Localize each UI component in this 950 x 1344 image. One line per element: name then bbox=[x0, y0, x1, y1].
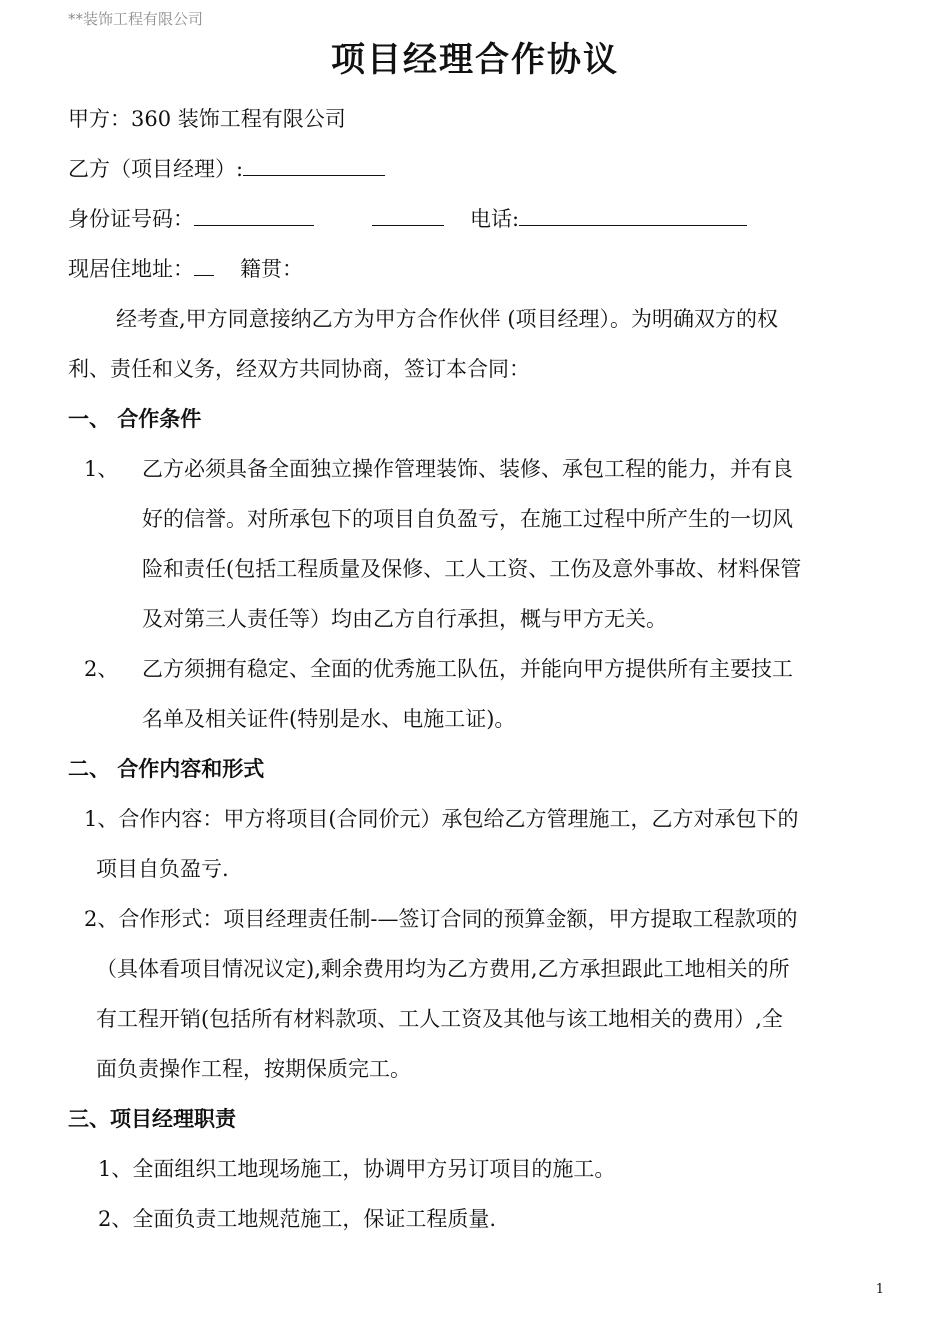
section-2-item-2-line-2: （具体看项目情况议定),剩余费用均为乙方费用,乙方承担跟此工地相关的所 bbox=[96, 957, 790, 981]
party-b-label: 乙方（项目经理）: bbox=[68, 157, 244, 181]
id-phone-line bbox=[68, 203, 747, 233]
section-3-item-1: 1、全面组织工地现场施工，协调甲方另订项目的施工。 bbox=[98, 1157, 616, 1181]
intro-line-2: 利、责任和义务，经双方共同协商，签订本合同： bbox=[68, 357, 530, 381]
section-1-item-1-number: 1、 bbox=[84, 457, 119, 481]
section-2-item-1-line-1: 1、合作内容：甲方将项目(合同价元）承包给乙方管理施工，乙方对承包下的 bbox=[84, 807, 799, 831]
section-2-item-2-line-4: 面负责操作工程，按期保质完工。 bbox=[96, 1057, 411, 1081]
section-2-item-1-line-2: 项目自负盈亏. bbox=[96, 857, 229, 881]
address-line bbox=[68, 253, 303, 283]
section-3-item-2: 2、全面负责工地规范施工，保证工程质量. bbox=[98, 1207, 497, 1231]
intro-line-1: 经考查,甲方同意接纳乙方为甲方合作伙伴 (项目经理）。为明确双方的权 bbox=[116, 307, 779, 331]
party-a-line: 甲方：360 装饰工程有限公司 bbox=[68, 107, 346, 131]
native-label: 籍贯： bbox=[240, 257, 303, 281]
section-1-item-2-number: 2、 bbox=[84, 657, 119, 681]
section-2-heading: 二、 合作内容和形式 bbox=[68, 757, 265, 781]
id-blank-1 bbox=[194, 209, 314, 226]
address-label: 现居住地址： bbox=[68, 257, 194, 281]
document-title: 项目经理合作协议 bbox=[331, 40, 619, 80]
section-1-item-1-line-2: 好的信誉。对所承包下的项目自负盈亏，在施工过程中所产生的一切风 bbox=[142, 507, 793, 531]
address-blank bbox=[194, 259, 214, 276]
section-1-item-2-line-1: 乙方须拥有稳定、全面的优秀施工队伍，并能向甲方提供所有主要技工 bbox=[142, 657, 793, 681]
section-2-item-2-line-3: 有工程开销(包括所有材料款项、工人工资及其他与该工地相关的费用）,全 bbox=[96, 1007, 783, 1031]
section-1-item-1-line-4: 及对第三人责任等）均由乙方自行承担，概与甲方无关。 bbox=[142, 607, 667, 631]
header-note: **装饰工程有限公司 bbox=[68, 10, 204, 28]
section-3-heading: 三、项目经理职责 bbox=[68, 1107, 236, 1131]
party-b-line bbox=[68, 153, 385, 183]
id-blank-2 bbox=[372, 209, 444, 226]
section-1-item-2-line-2: 名单及相关证件(特别是水、电施工证)。 bbox=[142, 707, 516, 731]
page-number: 1 bbox=[875, 1282, 884, 1297]
phone-blank bbox=[519, 209, 747, 226]
id-label: 身份证号码： bbox=[68, 207, 194, 231]
phone-label: 电话: bbox=[470, 207, 520, 231]
section-2-item-2-line-1: 2、合作形式：项目经理责任制-—签订合同的预算金额，甲方提取工程款项的 bbox=[84, 907, 798, 931]
section-1-item-1-line-3: 险和责任(包括工程质量及保修、工人工资、工伤及意外事故、材料保管 bbox=[142, 557, 802, 581]
section-1-item-1-line-1: 乙方必须具备全面独立操作管理装饰、装修、承包工程的能力，并有良 bbox=[142, 457, 793, 481]
party-b-blank bbox=[243, 159, 385, 176]
section-1-heading: 一、 合作条件 bbox=[68, 407, 202, 431]
